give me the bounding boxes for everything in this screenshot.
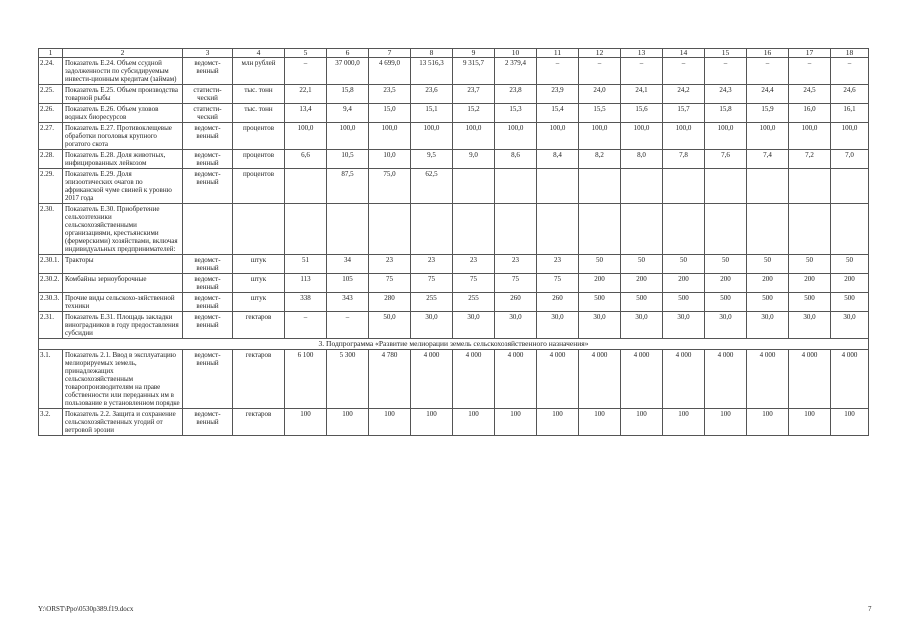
column-number: 8 — [411, 49, 453, 58]
column-number: 1 — [39, 49, 63, 58]
unit: процентов — [233, 169, 285, 204]
value-cell: 500 — [789, 293, 831, 312]
unit: штук — [233, 274, 285, 293]
value-cell: 100 — [453, 409, 495, 436]
value-cell — [285, 169, 327, 204]
value-cell: 75 — [537, 274, 579, 293]
value-cell: 23,7 — [453, 85, 495, 104]
row-number: 2.31. — [39, 312, 63, 339]
row-number: 2.27. — [39, 123, 63, 150]
value-cell: 200 — [621, 274, 663, 293]
value-cell: 30,0 — [705, 312, 747, 339]
value-cell: 4 000 — [453, 350, 495, 409]
value-cell: 4 000 — [705, 350, 747, 409]
value-cell: 13,4 — [285, 104, 327, 123]
value-cell: 7,2 — [789, 150, 831, 169]
unit: штук — [233, 293, 285, 312]
value-cell: 9,5 — [411, 150, 453, 169]
value-cell: 100 — [369, 409, 411, 436]
data-source: статисти-ческий — [183, 104, 233, 123]
unit: тыс. тонн — [233, 104, 285, 123]
value-cell: 200 — [663, 274, 705, 293]
value-cell: 50 — [831, 255, 869, 274]
indicator-name: Показатель Е.25. Объем производства товарной рыбы — [63, 85, 183, 104]
value-cell: 100,0 — [789, 123, 831, 150]
row-number: 2.28. — [39, 150, 63, 169]
value-cell: 15,6 — [621, 104, 663, 123]
value-cell: 30,0 — [495, 312, 537, 339]
column-number: 4 — [233, 49, 285, 58]
row-number: 3.2. — [39, 409, 63, 436]
value-cell: 4 000 — [495, 350, 537, 409]
unit: тыс. тонн — [233, 85, 285, 104]
value-cell: 75 — [495, 274, 537, 293]
value-cell: 16,0 — [789, 104, 831, 123]
value-cell: 30,0 — [789, 312, 831, 339]
value-cell — [495, 204, 537, 255]
value-cell — [663, 169, 705, 204]
value-cell: 200 — [747, 274, 789, 293]
value-cell: 100,0 — [579, 123, 621, 150]
data-source: ведомст-венный — [183, 350, 233, 409]
value-cell: 30,0 — [663, 312, 705, 339]
value-cell: 50 — [705, 255, 747, 274]
unit: процентов — [233, 150, 285, 169]
column-number-row — [39, 49, 869, 58]
value-cell: 24,6 — [831, 85, 869, 104]
value-cell: 4 000 — [831, 350, 869, 409]
value-cell: 7,4 — [747, 150, 789, 169]
value-cell: 100 — [495, 409, 537, 436]
value-cell: 15,9 — [747, 104, 789, 123]
row-number: 2.29. — [39, 169, 63, 204]
value-cell: 8,0 — [621, 150, 663, 169]
value-cell — [411, 204, 453, 255]
column-number: 6 — [327, 49, 369, 58]
value-cell: 10,5 — [327, 150, 369, 169]
value-cell: 105 — [327, 274, 369, 293]
data-source: ведомст-венный — [183, 169, 233, 204]
value-cell — [621, 169, 663, 204]
value-cell: 100,0 — [621, 123, 663, 150]
value-cell: 23 — [411, 255, 453, 274]
value-cell: 6,6 — [285, 150, 327, 169]
data-source: ведомст-венный — [183, 150, 233, 169]
value-cell: 10,0 — [369, 150, 411, 169]
value-cell: 24,3 — [705, 85, 747, 104]
table-row — [39, 293, 869, 312]
value-cell: 30,0 — [621, 312, 663, 339]
column-number: 2 — [63, 49, 183, 58]
value-cell — [453, 204, 495, 255]
value-cell — [453, 169, 495, 204]
value-cell: 200 — [831, 274, 869, 293]
value-cell: 100,0 — [537, 123, 579, 150]
value-cell: 15,7 — [663, 104, 705, 123]
value-cell — [495, 169, 537, 204]
data-source: ведомст-венный — [183, 123, 233, 150]
value-cell: 15,3 — [495, 104, 537, 123]
value-cell: 15,8 — [327, 85, 369, 104]
value-cell: 15,2 — [453, 104, 495, 123]
value-cell: – — [621, 58, 663, 85]
value-cell: – — [285, 58, 327, 85]
value-cell — [789, 169, 831, 204]
value-cell: 255 — [411, 293, 453, 312]
indicator-name: Прочие виды сельскохо-зяйственной техники — [63, 293, 183, 312]
footer-file-path: Y:\ORST\Ppo\0530p389.f19.docx — [38, 605, 134, 613]
value-cell: – — [327, 312, 369, 339]
indicator-name: Показатель 2.1. Ввод в эксплуатацию мелиорируемых земель, принадлежащих сельскохозяйственным товаропроизводителям на праве собственности или переданных им в пользование в установленном порядке — [63, 350, 183, 409]
table-row — [39, 274, 869, 293]
value-cell: 24,0 — [579, 85, 621, 104]
value-cell: 500 — [831, 293, 869, 312]
indicators-table — [38, 48, 869, 436]
value-cell — [747, 169, 789, 204]
value-cell: 23 — [537, 255, 579, 274]
column-number: 11 — [537, 49, 579, 58]
value-cell: 75 — [411, 274, 453, 293]
value-cell — [705, 169, 747, 204]
value-cell: 15,8 — [705, 104, 747, 123]
data-source: ведомст-венный — [183, 255, 233, 274]
row-number: 2.24. — [39, 58, 63, 85]
value-cell: 200 — [705, 274, 747, 293]
value-cell: 500 — [747, 293, 789, 312]
value-cell — [579, 169, 621, 204]
value-cell — [621, 204, 663, 255]
value-cell: – — [747, 58, 789, 85]
value-cell: 200 — [579, 274, 621, 293]
value-cell: 30,0 — [579, 312, 621, 339]
row-number: 2.30. — [39, 204, 63, 255]
value-cell: 260 — [495, 293, 537, 312]
value-cell: 4 000 — [537, 350, 579, 409]
value-cell: 500 — [621, 293, 663, 312]
data-source: статисти-ческий — [183, 85, 233, 104]
value-cell: 338 — [285, 293, 327, 312]
value-cell: 9 315,7 — [453, 58, 495, 85]
column-number: 5 — [285, 49, 327, 58]
value-cell: 15,0 — [369, 104, 411, 123]
value-cell: 100,0 — [327, 123, 369, 150]
indicator-name: Показатель Е.28. Доля животных, инфицированных лейкозом — [63, 150, 183, 169]
data-source: ведомст-венный — [183, 312, 233, 339]
unit: процентов — [233, 123, 285, 150]
table-row — [39, 58, 869, 85]
column-number: 12 — [579, 49, 621, 58]
indicator-name: Показатель Е.27. Противоклещевые обработки поголовья крупного рогатого скота — [63, 123, 183, 150]
value-cell: 16,1 — [831, 104, 869, 123]
value-cell: 51 — [285, 255, 327, 274]
value-cell: 100 — [327, 409, 369, 436]
value-cell: 100,0 — [411, 123, 453, 150]
value-cell — [831, 204, 869, 255]
value-cell: 4 000 — [579, 350, 621, 409]
column-number: 18 — [831, 49, 869, 58]
value-cell: 50,0 — [369, 312, 411, 339]
indicator-name: Показатель Е.30. Приобретение сельхозтехники сельскохозяйственными организациями, крестьянскими (фермерскими) хозяйствами, включая индивидуальных предпринимателей: — [63, 204, 183, 255]
indicator-name: Показатель 2.2. Защита и сохранение сельскохозяйственных угодий от ветровой эрозии — [63, 409, 183, 436]
indicator-name: Тракторы — [63, 255, 183, 274]
indicator-name: Комбайны зерноуборочные — [63, 274, 183, 293]
row-number: 2.30.3. — [39, 293, 63, 312]
value-cell: 30,0 — [831, 312, 869, 339]
value-cell: 255 — [453, 293, 495, 312]
value-cell — [369, 204, 411, 255]
unit: млн рублей — [233, 58, 285, 85]
value-cell: 7,0 — [831, 150, 869, 169]
value-cell: 50 — [747, 255, 789, 274]
value-cell: – — [705, 58, 747, 85]
value-cell: 100,0 — [453, 123, 495, 150]
value-cell: 100,0 — [495, 123, 537, 150]
section-title: 3. Подпрограмма «Развитие мелиорации земель сельскохозяйственного назначения» — [39, 339, 869, 350]
value-cell: 7,8 — [663, 150, 705, 169]
value-cell: 6 100 — [285, 350, 327, 409]
value-cell: 7,6 — [705, 150, 747, 169]
table-row — [39, 150, 869, 169]
table-row — [39, 85, 869, 104]
value-cell — [831, 169, 869, 204]
unit: гектаров — [233, 312, 285, 339]
column-number: 10 — [495, 49, 537, 58]
value-cell: 100 — [411, 409, 453, 436]
value-cell: 8,2 — [579, 150, 621, 169]
column-number: 17 — [789, 49, 831, 58]
value-cell: 50 — [789, 255, 831, 274]
value-cell: 23 — [495, 255, 537, 274]
value-cell: 100 — [789, 409, 831, 436]
value-cell: 75 — [453, 274, 495, 293]
value-cell: 4 000 — [411, 350, 453, 409]
table-row — [39, 255, 869, 274]
value-cell: 100,0 — [831, 123, 869, 150]
data-source: ведомст-венный — [183, 409, 233, 436]
value-cell: 30,0 — [747, 312, 789, 339]
section-row — [39, 339, 869, 350]
indicator-name: Показатель Е.24. Объем ссудной задолженности по субсидируемым инвести-ционным кредитам (займам) — [63, 58, 183, 85]
value-cell: 500 — [705, 293, 747, 312]
row-number: 2.30.2. — [39, 274, 63, 293]
value-cell — [747, 204, 789, 255]
value-cell: 87,5 — [327, 169, 369, 204]
value-cell: 23,6 — [411, 85, 453, 104]
value-cell: – — [579, 58, 621, 85]
value-cell: 75 — [369, 274, 411, 293]
value-cell — [537, 169, 579, 204]
value-cell: 23 — [453, 255, 495, 274]
value-cell — [579, 204, 621, 255]
value-cell: 22,1 — [285, 85, 327, 104]
value-cell: 8,4 — [537, 150, 579, 169]
value-cell: 100 — [621, 409, 663, 436]
value-cell: 100 — [705, 409, 747, 436]
value-cell — [327, 204, 369, 255]
table-row — [39, 409, 869, 436]
table-row — [39, 123, 869, 150]
row-number: 2.25. — [39, 85, 63, 104]
data-source: ведомст-венный — [183, 274, 233, 293]
column-number: 16 — [747, 49, 789, 58]
table-row — [39, 169, 869, 204]
value-cell: 500 — [579, 293, 621, 312]
value-cell: 4 000 — [621, 350, 663, 409]
value-cell: 37 000,0 — [327, 58, 369, 85]
value-cell: 4 000 — [747, 350, 789, 409]
value-cell: 50 — [663, 255, 705, 274]
value-cell: 4 000 — [789, 350, 831, 409]
value-cell: – — [663, 58, 705, 85]
value-cell: 100 — [747, 409, 789, 436]
data-source — [183, 204, 233, 255]
value-cell — [789, 204, 831, 255]
value-cell: 30,0 — [411, 312, 453, 339]
value-cell — [537, 204, 579, 255]
unit — [233, 204, 285, 255]
value-cell: 100 — [663, 409, 705, 436]
value-cell: 100,0 — [369, 123, 411, 150]
value-cell: 100,0 — [663, 123, 705, 150]
value-cell: 4 699,0 — [369, 58, 411, 85]
value-cell: 23,8 — [495, 85, 537, 104]
value-cell: 62,5 — [411, 169, 453, 204]
value-cell: 2 379,4 — [495, 58, 537, 85]
value-cell: – — [831, 58, 869, 85]
value-cell: 34 — [327, 255, 369, 274]
value-cell: 15,4 — [537, 104, 579, 123]
value-cell: 100 — [831, 409, 869, 436]
value-cell: 9,4 — [327, 104, 369, 123]
value-cell: 24,2 — [663, 85, 705, 104]
table-row — [39, 350, 869, 409]
value-cell: 23,9 — [537, 85, 579, 104]
value-cell: 13 516,3 — [411, 58, 453, 85]
value-cell — [285, 204, 327, 255]
value-cell: – — [285, 312, 327, 339]
value-cell: – — [789, 58, 831, 85]
data-source: ведомст-венный — [183, 58, 233, 85]
indicator-name: Показатель Е.31. Площадь закладки виноградников в году предоставления субсидии — [63, 312, 183, 339]
value-cell: 500 — [663, 293, 705, 312]
unit: гектаров — [233, 350, 285, 409]
row-number: 3.1. — [39, 350, 63, 409]
unit: штук — [233, 255, 285, 274]
indicator-name: Показатель Е.29. Доля эпизоотических очагов по африканской чуме свиней к уровню 2017 года — [63, 169, 183, 204]
value-cell: 9,0 — [453, 150, 495, 169]
value-cell: 113 — [285, 274, 327, 293]
value-cell — [705, 204, 747, 255]
value-cell: 200 — [789, 274, 831, 293]
value-cell: 100 — [579, 409, 621, 436]
table-row — [39, 204, 869, 255]
value-cell: 30,0 — [453, 312, 495, 339]
value-cell: 280 — [369, 293, 411, 312]
value-cell: – — [537, 58, 579, 85]
value-cell: 4 780 — [369, 350, 411, 409]
page-number: 7 — [868, 605, 872, 613]
column-number: 9 — [453, 49, 495, 58]
value-cell: 23,5 — [369, 85, 411, 104]
unit: гектаров — [233, 409, 285, 436]
value-cell: 5 300 — [327, 350, 369, 409]
value-cell: 100 — [537, 409, 579, 436]
value-cell: 343 — [327, 293, 369, 312]
value-cell: 4 000 — [663, 350, 705, 409]
value-cell: 100,0 — [747, 123, 789, 150]
table-row — [39, 312, 869, 339]
value-cell: 100,0 — [285, 123, 327, 150]
value-cell: 8,6 — [495, 150, 537, 169]
value-cell: 100 — [285, 409, 327, 436]
value-cell: 24,5 — [789, 85, 831, 104]
value-cell: 30,0 — [537, 312, 579, 339]
value-cell: 100,0 — [705, 123, 747, 150]
value-cell: 24,1 — [621, 85, 663, 104]
indicator-name: Показатель Е.26. Объем уловов водных биоресурсов — [63, 104, 183, 123]
column-number: 15 — [705, 49, 747, 58]
column-number: 13 — [621, 49, 663, 58]
column-number: 7 — [369, 49, 411, 58]
row-number: 2.26. — [39, 104, 63, 123]
data-source: ведомст-венный — [183, 293, 233, 312]
value-cell: 24,4 — [747, 85, 789, 104]
value-cell: 23 — [369, 255, 411, 274]
row-number: 2.30.1. — [39, 255, 63, 274]
column-number: 3 — [183, 49, 233, 58]
value-cell: 15,5 — [579, 104, 621, 123]
value-cell: 260 — [537, 293, 579, 312]
value-cell — [663, 204, 705, 255]
table-row — [39, 104, 869, 123]
value-cell: 50 — [621, 255, 663, 274]
value-cell: 50 — [579, 255, 621, 274]
value-cell: 15,1 — [411, 104, 453, 123]
column-number: 14 — [663, 49, 705, 58]
value-cell: 75,0 — [369, 169, 411, 204]
